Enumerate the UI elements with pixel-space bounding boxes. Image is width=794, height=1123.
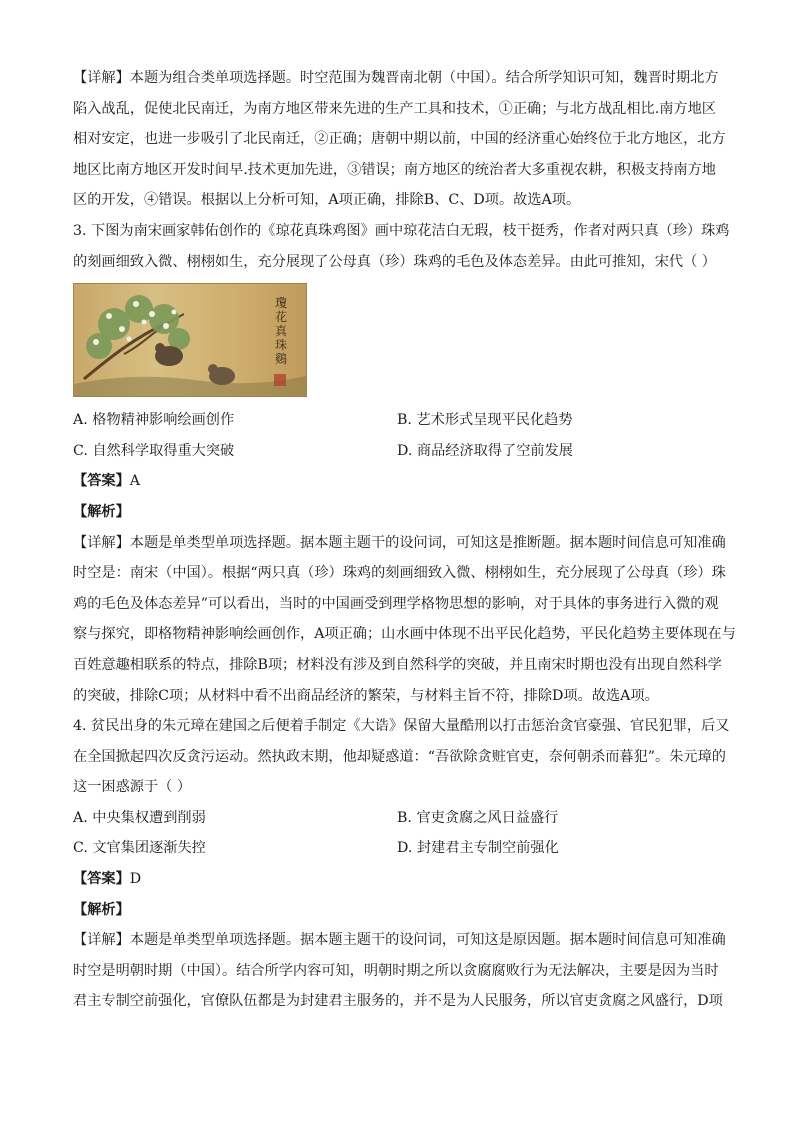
text-line: 时空是：南宋（中国）。根据“两只真（珍）珠鸡的刻画细致入微、栩栩如生，充分展现了公母真（珍）珠: [73, 565, 726, 582]
text-line: 君主专制空前强化，官僚队伍都是为封建君主服务的，并不是为人民服务，所以官吏贪腐之风盛行，D项: [73, 993, 723, 1010]
text-line: 4. 贫民出身的朱元璋在建国之后便着手制定《大诰》保留大量酷刑以打击惩治贪官豪强、官民犯罪，后又: [73, 718, 730, 735]
question-4-options: [73, 803, 723, 864]
question-3-options: [73, 405, 723, 466]
text-line: 陷入战乱，促使北民南迁，为南方地区带来先进的生产工具和技术，①正确；与北方战乱相比.南方地区: [73, 100, 716, 117]
text-line: 鸡的毛色及体态差异”可以看出，当时的中国画受到理学格物思想的影响，对于具体的事务进行入微的观: [73, 595, 719, 612]
text-line: 的刻画细致入微、栩栩如生，充分展现了公母真（珍）珠鸡的毛色及体态差异。由此可推知，宋代（ ）: [73, 253, 716, 270]
option-c: C. 自然科学取得重大突破: [73, 442, 235, 459]
answer-line: [73, 864, 723, 895]
inscription-char: 瓊: [274, 296, 287, 311]
answer-value: A: [129, 473, 141, 490]
option-a: A. 格物精神影响绘画创作: [73, 412, 235, 429]
text-line: 【详解】本题为组合类单项选择题。时空范围为魏晋南北朝（中国）。结合所学知识可知，魏晋时期北方: [73, 70, 719, 86]
text-line: 时空是明朝时期（中国）。结合所学内容可知，明朝时期之所以贪腐腐败行为无法解决，主要是因为当时: [73, 962, 719, 979]
text-line: 百姓意趣相联系的特点，排除B项；材料没有涉及到自然科学的突破，并且南宋时期也没有出现自然科学: [73, 656, 722, 673]
answer-value: D: [129, 871, 142, 888]
text-line: 在全国掀起四次反贪污运动。然执政末期，他却疑惑道：“吾欲除贪赃官吏，奈何朝杀而暮犯”。朱元璋的: [73, 748, 726, 765]
document-content: [73, 63, 736, 1017]
question-3-stem: [73, 216, 730, 277]
inscription-char: 花: [274, 310, 287, 325]
answer-label: 【答案】: [73, 871, 130, 888]
option-b: B. 官吏贪腐之风日益盛行: [397, 809, 559, 826]
option-c: C. 文官集团逐渐失控: [73, 840, 206, 857]
question-4-stem: [73, 711, 730, 803]
option-a: A. 中央集权遭到削弱: [73, 809, 206, 826]
question-4-answer: [73, 864, 726, 1017]
question-3-answer: [73, 466, 736, 711]
painting-image: [73, 283, 307, 397]
analysis-label: 【解析】: [73, 503, 130, 520]
painting-inscription: [270, 296, 292, 366]
q2-explanation: [73, 63, 726, 216]
option-d: D. 商品经济取得了空前发展: [397, 442, 573, 459]
answer-line: [73, 466, 723, 497]
text-line: 【详解】本题是单类型单项选择题。据本题主题干的设问词，可知这是推断题。据本题时间信息可知准确: [73, 534, 726, 551]
inscription-char: 真: [274, 324, 287, 339]
text-line: 地区比南方地区开发时间早.技术更加先进，③错误；南方地区的统治者大多重视农耕，积极支持南方地: [73, 161, 716, 178]
analysis-label: 【解析】: [73, 901, 130, 918]
text-line: 的突破，排除C项；从材料中看不出商品经济的繁荣，与材料主旨不符，排除D项。故选A项。: [73, 687, 659, 704]
text-line: 相对安定，也进一步吸引了北民南迁，②正确；唐朝中期以前，中国的经济重心始终位于北方地区，北方: [73, 131, 726, 148]
inscription-char: 珠: [274, 338, 287, 353]
option-b: B. 艺术形式呈现平民化趋势: [397, 412, 573, 429]
inscription-char: 鷄: [274, 352, 287, 367]
text-line: 3. 下图为南宋画家韩佑创作的《琼花真珠鸡图》画中琼花洁白无瑕，枝干挺秀，作者对两只真（珍）珠鸡: [73, 222, 730, 239]
text-line: 察与探究，即格物精神影响绘画创作，A项正确；山水画中体现不出平民化趋势，平民化趋势主要体现在与: [73, 626, 736, 643]
text-line: 这一困惑源于（ ）: [73, 779, 192, 796]
answer-label: 【答案】: [73, 473, 130, 490]
text-line: 【详解】本题是单类型单项选择题。据本题主题干的设问词，可知这是原因题。据本题时间信息可知准确: [73, 932, 726, 949]
text-line: 区的开发，④错误。根据以上分析可知，A项正确，排除B、C、D项。故选A项。: [73, 192, 581, 209]
option-d: D. 封建君主专制空前强化: [397, 840, 559, 857]
